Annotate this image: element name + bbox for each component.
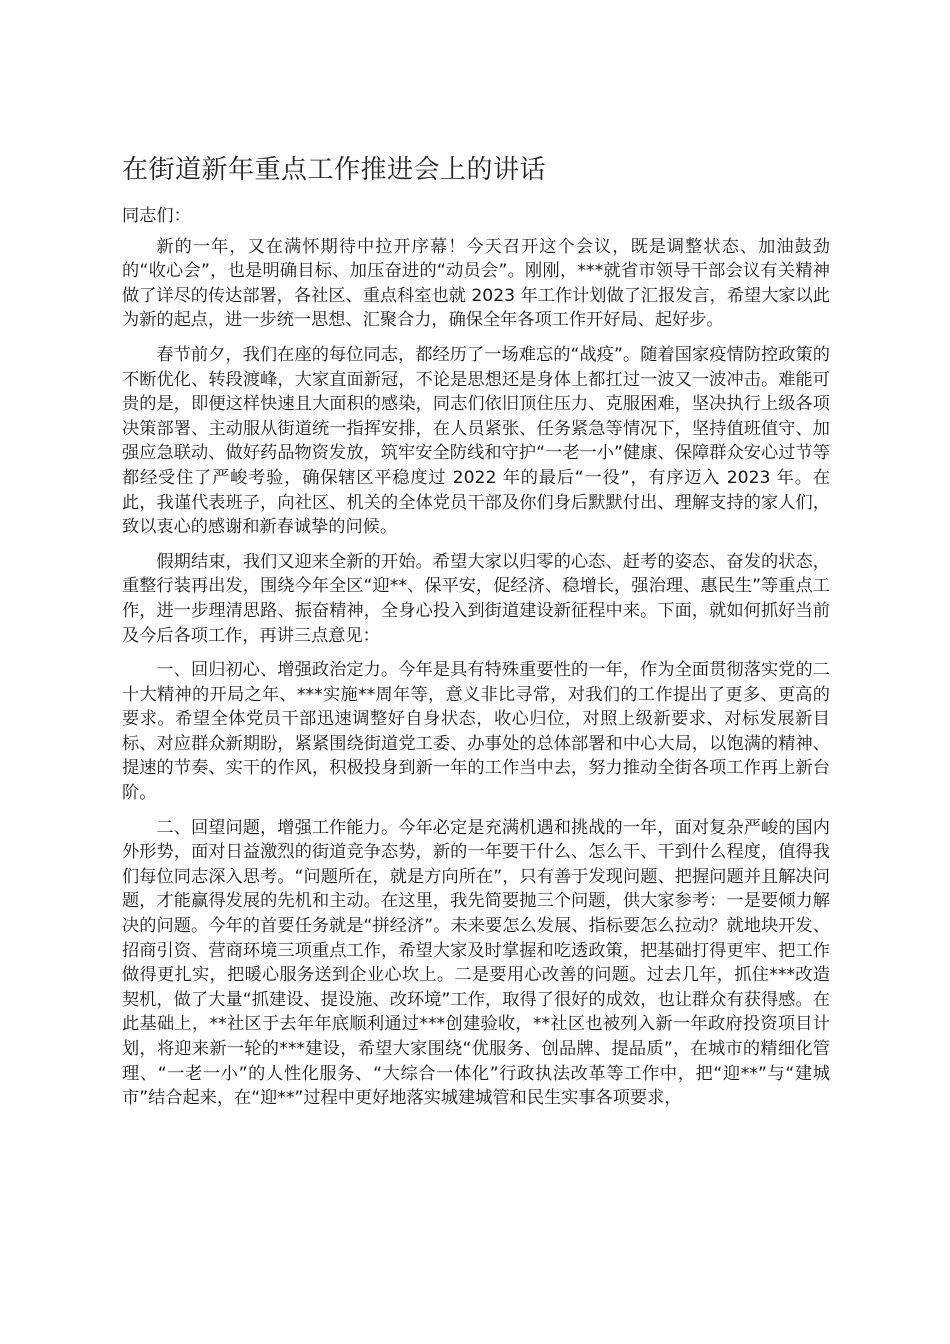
- document-title: 在街道新年重点工作推进会上的讲话: [122, 155, 547, 185]
- document-page: [122, 150, 830, 1121]
- salutation: 同志们：: [122, 206, 191, 226]
- paragraph-4: 一、回归初心、增强政治定力。今年是具有特殊重要性的一年，作为全面贯彻落实党的二十大精神的开局之年、***实施**周年等，意义非比寻常，对我们的工作提出了更多、更高的要求。希望全体党员干部迅速调整好自身状态，收心归位，对照上级新要求、对标发展新目标、对应群众新期盼，紧紧围绕街道党工委、办事处的总体部署和中心大局，以饱满的精神、提速的节奏、实干的作风，积极投身到新一年的工作当中去，努力推动全街各项工作再上新台阶。: [122, 660, 830, 804]
- paragraph-3: 假期结束，我们又迎来全新的开始。希望大家以归零的心态、赶考的姿态、奋发的状态，重整行装再出发，围绕今年全区“迎**、保平安，促经济、稳增长，强治理、惠民生”等重点工作，进一步理清思路、振奋精神，全身心投入到街道建设新征程中来。下面，就如何抓好当前及今后各项工作，再讲三点意见：: [122, 551, 830, 646]
- paragraph-2: 春节前夕，我们在座的每位同志，都经历了一场难忘的“战疫”。随着国家疫情防控政策的不断优化、转段渡峰，大家直面新冠，不论是思想还是身体上都扛过一波又一波冲击。难能可贵的是，即便这样快速且大面积的感染，同志们依旧顶住压力、克服困难，坚决执行上级各项决策部署、主动服从街道统一指挥安排，在人员紧张、任务紧急等情况下，坚持值班值守、加强应急联动、做好药品物资发放，筑牢安全防线和守护“一老一小”健康、保障群众安心过节等都经受住了严峻考验，确保辖区平稳度过 2022 年的最后“一役”，有序迈入 2023 年。在此，我谨代表班子，向社区、机关的全体党员干部及你们身后默默付出、理解支持的家人们，致以衷心的感谢和新春诚挚的问候。: [122, 344, 830, 538]
- paragraph-1: 新的一年，又在满怀期待中拉开序幕！今天召开这个会议，既是调整状态、加油鼓劲的“收心会”，也是明确目标、加压奋进的“动员会”。刚刚，***就省市领导干部会议有关精神做了详尽的传达部署，各社区、重点科室也就 2023 年工作计划做了汇报发言，希望大家以此为新的起点，进一步统一思想、汇聚合力，确保全年各项工作开好局、起好步。: [122, 236, 830, 331]
- paragraph-5: 二、回望问题，增强工作能力。今年必定是充满机遇和挑战的一年，面对复杂严峻的国内外形势，面对日益激烈的街道竞争态势，新的一年要干什么、怎么干、干到什么程度，值得我们每位同志深入思考。“问题所在，就是方向所在”，只有善于发现问题、把握问题并且解决问题，才能赢得发展的先机和主动。在这里，我先简要抛三个问题，供大家参考：一是要倾力解决的问题。今年的首要任务就是“拼经济”。未来要怎么发展、指标要怎么拉动？就地块开发、招商引资、营商环境三项重点工作，希望大家及时掌握和吃透政策，把基础打得更牢、把工作做得更扎实，把暖心服务送到企业心坎上。二是要用心改善的问题。过去几年，抓住***改造契机，做了大量“抓建设、提设施、改环境”工作，取得了很好的成效，也让群众有获得感。在此基础上，**社区于去年年底顺利通过***创建验收，**社区也被列入新一年政府投资项目计划，将迎来新一轮的***建设，希望大家围绕“优服务、创品牌、提品质”，在城市的精细化管理、“一老一小”的人性化服务、“大综合一体化”行政执法改革等工作中，把“迎**”与“建城市”结合起来，在“迎**”过程中更好地落实城建城管和民生实事各项要求，: [122, 817, 830, 1109]
